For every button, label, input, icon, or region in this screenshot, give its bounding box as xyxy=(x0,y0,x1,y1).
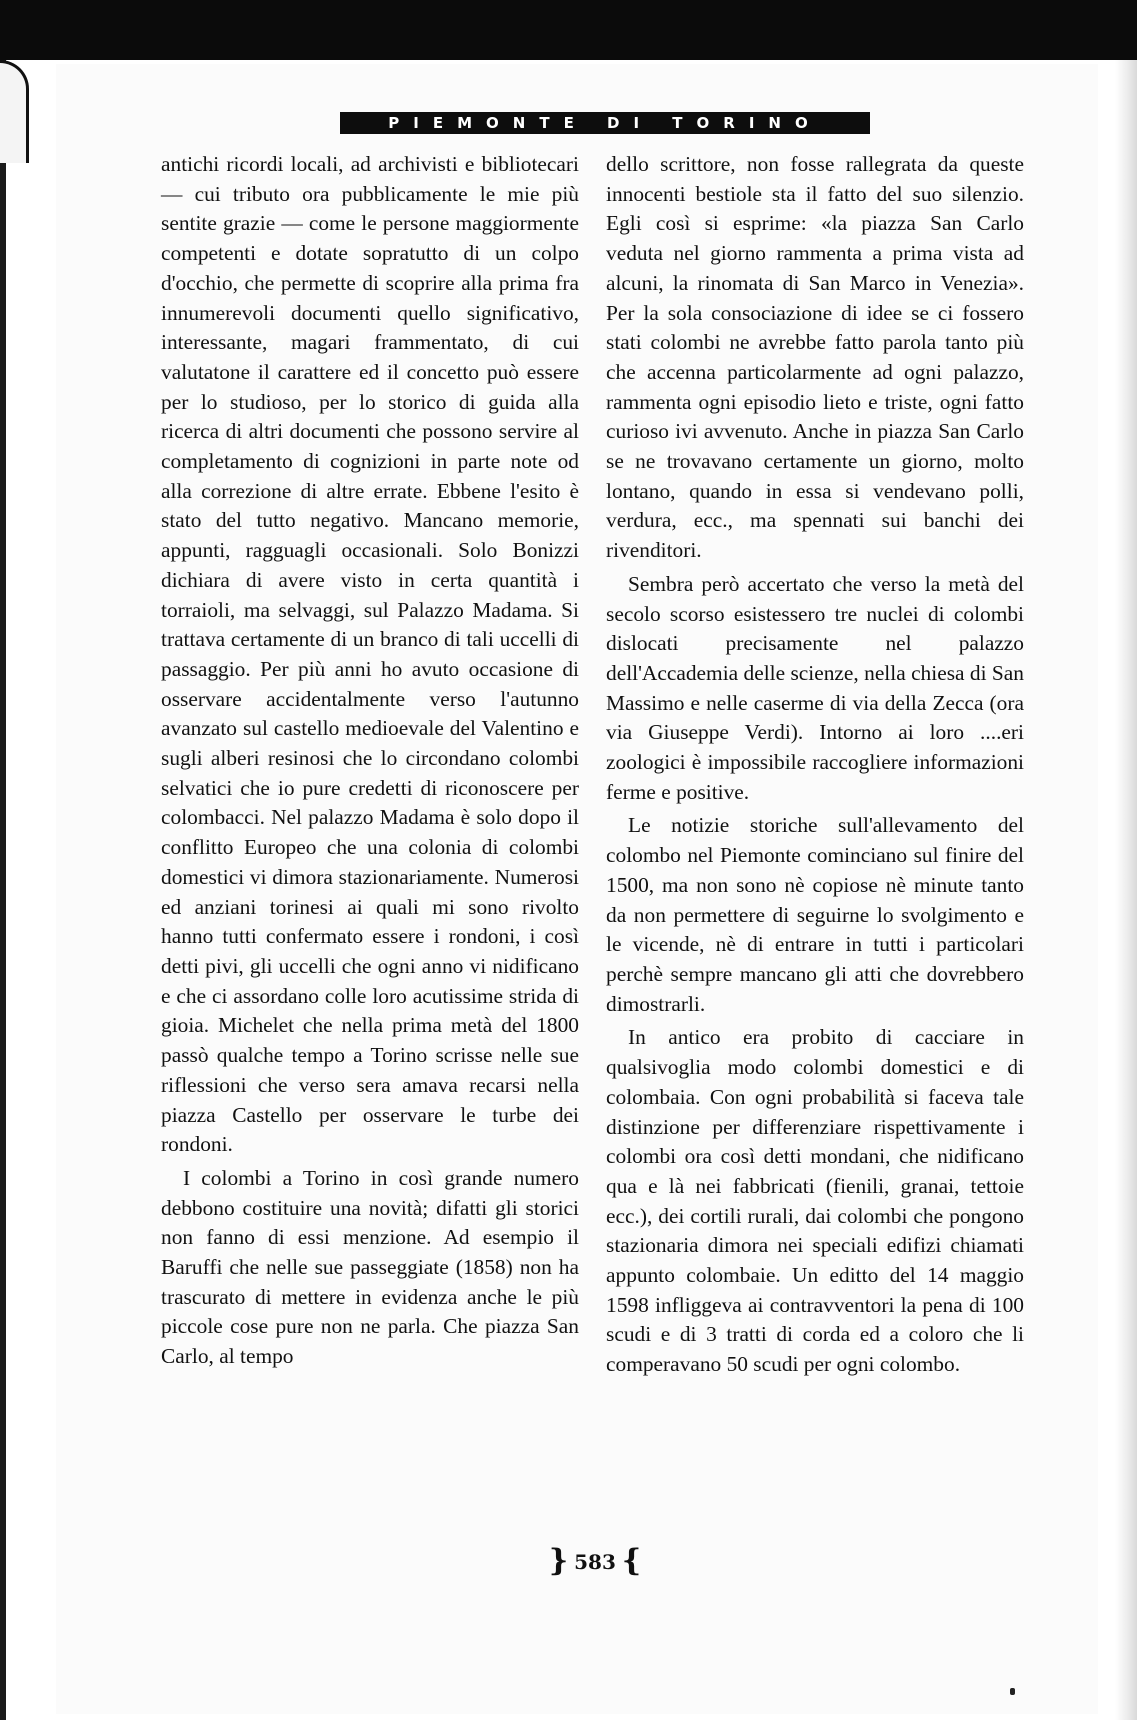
scan-speck xyxy=(1010,1688,1015,1695)
left-column xyxy=(161,150,579,1372)
scan-right-shadow xyxy=(1115,60,1137,1720)
folio-ornament-right: { xyxy=(621,1543,642,1579)
page-folio xyxy=(540,1540,650,1580)
right-column xyxy=(606,150,1024,1380)
paragraph: In antico era probito di cacciare in qualsivoglia modo colombi domestici e di colombaia. Con ogni probabilità si faceva tale distinzione per differenziare rispettivamente i colombi ora così detti mondani, che nidificano qua e là nei fabbricati (fienili, granai, tettoie ecc.), dei cortili rurali, dai colombi che pongono stazionaria dimora nei speciali edifizi chiamati appunto colombaie. Un editto del 14 maggio 1598 infliggeva ai contravventori la pena di 100 scudi e di 3 tratti di corda ed a coloro che li comperavano 50 scudi per ogni colombo. xyxy=(606,1025,1024,1377)
paragraph: Le notizie storiche sull'allevamento del colombo nel Piemonte cominciano sul finire del 1500, ma non sono nè copiose nè minute tanto da non permettere di seguirne lo svolgimento e le vicende, nè di entrare in tutti i particolari perchè sempre mancano gli atti che dovrebbero dimostrarli. xyxy=(606,813,1024,1016)
scan-left-edge xyxy=(0,60,6,1720)
page-number: 583 xyxy=(574,1549,616,1574)
folio-ornament-left: } xyxy=(548,1543,569,1579)
paragraph: Sembra però accertato che verso la metà del secolo scorso esistessero tre nuclei di colombi dislocati precisamente nel palazzo dell'Accademia delle scienze, nella chiesa di San Massimo e nelle caserme di via della Zecca (ora via Giuseppe Verdi). Intorno ai loro ....eri zoologici è impossibile raccogliere informazioni ferme e positive. xyxy=(606,571,1024,804)
paragraph: I colombi a Torino in così grande numero debbono costituire una novità; difatti gli storici non fanno di essi menzione. Ad esempio il Baruffi che nelle sue passeggiate (1858) non ha trascurato di mettere in evidenza anche le più piccole cose pure non ne parla. Che piazza San Carlo, al tempo xyxy=(161,1165,579,1369)
running-head: PIEMONTE DI TORINO xyxy=(340,112,870,134)
page-fold-corner xyxy=(0,60,29,163)
scan-top-border xyxy=(0,0,1137,60)
paragraph: antichi ricordi locali, ad archivisti e bibliotecari — cui tributo ora pubblicamente le mie più sentite grazie — come le persone maggiormente competenti e dotate sopratutto di un colpo d'occhio, che permette di scoprire alla prima fra innumerevoli documenti quello significativo, interessante, magari frammentato, di cui valutatone il carattere ed il concetto può essere per lo studioso, per lo storico di guida alla ricerca di altri documenti che possono servire al completamento di cognizioni in parte note od alla correzione di altre errate. Ebbene l'esito è stato del tutto negativo. Mancano memorie, appunti, ragguagli occasionali. Solo Bonizzi dichiara di avere visto in certa quantità i torraioli, ma selvaggi, sul Palazzo Madama. Si trattava certamente di un branco di tali uccelli di passaggio. Per più anni ho avuto occasione di osservare accidentalmente verso l'autunno avanzato sul castello medioevale del Valentino e sugli alberi resinosi che lo circondano colombi selvatici che io pure credetti di riconoscere per colombacci. Nel palazzo Madama è solo dopo il conflitto Europeo che una colonia di colombi domestici vi dimora stazionariamente. Numerosi ed anziani torinesi ai quali mi sono rivolto hanno tutti confermato essere i rondoni, i così detti pivi, gli uccelli che ogni anno vi nidificano e che ci assordano colle loro acutissime strida di gioia. Michelet che nella prima metà del 1800 passò qualche tempo a Torino scrisse nelle sue riflessioni che verso sera amava recarsi nella piazza Castello per osservare le turbe dei rondoni. xyxy=(161,152,579,1157)
paragraph: dello scrittore, non fosse rallegrata da queste innocenti bestiole sta il fatto del suo silenzio. Egli così si esprime: «la piazza San Carlo veduta nel giorno rammenta a prima vista ad alcuni, la rinomata di San Marco in Venezia». Per la sola consociazione di idee se ci fossero stati colombi ne avrebbe fatto parola tanto più che accenna particolarmente ad ogni palazzo, rammenta ogni episodio lieto e triste, ogni fatto curioso ivi avvenuto. Anche in piazza San Carlo se ne trovavano certamente un giorno, molto lontano, quando in essa si vendevano polli, verdura, ecc., ma spennati sui banchi dei rivenditori. xyxy=(606,152,1024,563)
